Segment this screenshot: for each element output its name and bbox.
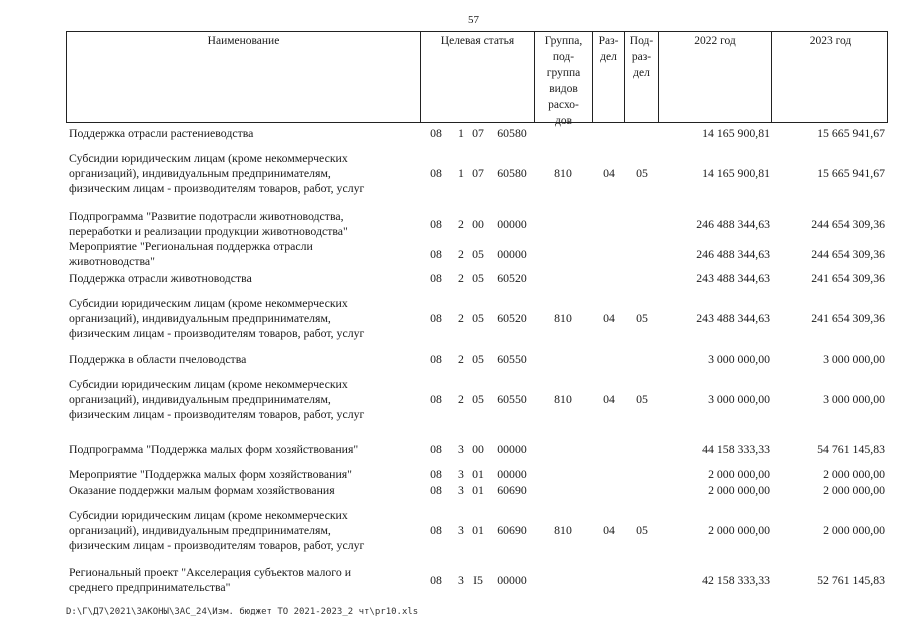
value-2023: 244 654 309,36 (811, 216, 885, 231)
value-2023: 3 000 000,00 (823, 352, 885, 366)
row-name-line: организаций), индивидуальным предпринимателям, (69, 166, 331, 180)
target-code-1: 08 (430, 572, 442, 587)
row-name (69, 352, 409, 367)
file-path-footer: D:\Г\Д7\2021\ЗАКОНЫ\ЗАС_24\Изм. бюджет ТО 2021-2023_2 чт\pr10.xls (66, 607, 419, 617)
target-code-1: 08 (430, 352, 442, 366)
target-code-4: 60580 (497, 126, 527, 140)
table-header (66, 31, 888, 127)
table-row (66, 565, 888, 595)
header-target: Целевая статья (420, 32, 534, 122)
target-code-1: 08 (430, 392, 442, 406)
target-code-4: 00000 (497, 442, 527, 456)
target-code-1: 08 (430, 467, 442, 481)
table-row (66, 467, 888, 482)
value-2023: 2 000 000,00 (823, 523, 885, 537)
target-code-1: 08 (430, 126, 442, 140)
target-code-4: 60690 (497, 523, 527, 537)
target-code-3: 05 (472, 311, 484, 325)
value-2022: 14 165 900,81 (702, 166, 770, 180)
target-code-2: 3 (458, 483, 464, 497)
row-name-line: животноводства" (69, 254, 155, 268)
page-number: 57 (468, 14, 479, 26)
target-code-3: 01 (472, 523, 484, 537)
table-row (66, 508, 888, 553)
row-name-line: организаций), индивидуальным предпринимателям, (69, 311, 331, 325)
target-code-2: 2 (458, 216, 464, 231)
value-2022: 246 488 344,63 (696, 216, 770, 231)
target-code-3: 07 (472, 126, 484, 140)
value-2022: 2 000 000,00 (708, 523, 770, 537)
section-code: 04 (603, 166, 615, 180)
target-code-4: 60550 (497, 352, 527, 366)
subsection-code: 05 (636, 392, 648, 406)
target-code-2: 1 (458, 126, 464, 140)
header-group: Группа, под- группа видов расхо- дов (534, 32, 592, 122)
value-2022: 3 000 000,00 (708, 392, 770, 406)
target-code-4: 00000 (497, 216, 527, 231)
target-code-3: 07 (472, 166, 484, 180)
row-name-line: физическим лицам - производителям товаров, работ, услуг (69, 538, 365, 552)
row-name-line: Поддержка отрасли животноводства (69, 271, 252, 285)
row-name (69, 377, 409, 422)
target-code-1: 08 (430, 216, 442, 231)
table-row (66, 296, 888, 341)
target-code-1: 08 (430, 483, 442, 497)
table-row (66, 442, 888, 457)
table-row (66, 126, 888, 141)
subsection-code: 05 (636, 523, 648, 537)
target-code-3: 05 (472, 392, 484, 406)
row-name (69, 483, 409, 498)
table-row (66, 209, 888, 239)
target-code-2: 2 (458, 246, 464, 261)
table-row (66, 377, 888, 422)
section-code: 04 (603, 311, 615, 325)
subsection-code: 05 (636, 166, 648, 180)
row-name-line: Субсидии юридическим лицам (кроме некоммерческих (69, 377, 348, 391)
row-name-line: физическим лицам - производителям товаров, работ, услуг (69, 326, 365, 340)
table-row (66, 151, 888, 196)
row-name (69, 209, 409, 239)
target-code-4: 60550 (497, 392, 527, 406)
value-2023: 241 654 309,36 (811, 311, 885, 325)
value-2022: 2 000 000,00 (708, 467, 770, 481)
row-name-line: физическим лицам - производителям товаров, работ, услуг (69, 181, 365, 195)
row-name-line: Субсидии юридическим лицам (кроме некоммерческих (69, 151, 348, 165)
target-code-1: 08 (430, 311, 442, 325)
target-code-1: 08 (430, 271, 442, 285)
section-code: 04 (603, 392, 615, 406)
value-2022: 2 000 000,00 (708, 483, 770, 497)
target-code-4: 60520 (497, 271, 527, 285)
group-code: 810 (554, 166, 572, 180)
value-2022: 246 488 344,63 (696, 246, 770, 261)
table-row (66, 271, 888, 286)
target-code-4: 00000 (497, 572, 527, 587)
row-name (69, 239, 409, 269)
target-code-2: 3 (458, 467, 464, 481)
value-2023: 15 665 941,67 (817, 126, 885, 140)
row-name (69, 467, 409, 482)
row-name-line: Подпрограмма "Поддержка малых форм хозяйствования" (69, 442, 359, 456)
row-name (69, 151, 409, 196)
target-code-2: 3 (458, 523, 464, 537)
row-name (69, 442, 409, 457)
header-name: Наименование (207, 35, 280, 47)
row-name-line: Поддержка в области пчеловодства (69, 352, 247, 366)
value-2022: 44 158 333,33 (702, 442, 770, 456)
row-name-line: Оказание поддержки малым формам хозяйствования (69, 483, 335, 497)
row-name-line: Подпрограмма "Развитие подотрасли животноводства, (69, 209, 344, 223)
target-code-3: 05 (472, 352, 484, 366)
value-2022: 3 000 000,00 (708, 352, 770, 366)
target-code-2: 1 (458, 166, 464, 180)
value-2023: 2 000 000,00 (823, 483, 885, 497)
target-code-3: 00 (472, 216, 484, 231)
value-2023: 3 000 000,00 (823, 392, 885, 406)
target-code-1: 08 (430, 166, 442, 180)
row-name-line: Мероприятие "Региональная поддержка отрасли (69, 239, 313, 253)
row-name-line: организаций), индивидуальным предпринимателям, (69, 392, 331, 406)
row-name-line: Поддержка отрасли растениеводства (69, 126, 254, 140)
target-code-3: I5 (473, 572, 483, 587)
table-row (66, 352, 888, 367)
target-code-2: 2 (458, 311, 464, 325)
target-code-4: 60520 (497, 311, 527, 325)
target-code-4: 60690 (497, 483, 527, 497)
target-code-3: 01 (472, 483, 484, 497)
value-2022: 243 488 344,63 (696, 271, 770, 285)
value-2022: 14 165 900,81 (702, 126, 770, 140)
header-2022: 2022 год (658, 32, 771, 122)
target-code-3: 05 (472, 271, 484, 285)
group-code: 810 (554, 523, 572, 537)
target-code-4: 60580 (497, 166, 527, 180)
target-code-2: 2 (458, 392, 464, 406)
target-code-2: 2 (458, 271, 464, 285)
row-name (69, 508, 409, 553)
subsection-code: 05 (636, 311, 648, 325)
target-code-1: 08 (430, 246, 442, 261)
value-2023: 2 000 000,00 (823, 467, 885, 481)
row-name-line: среднего предпринимательства" (69, 580, 231, 594)
table-row (66, 239, 888, 269)
target-code-2: 2 (458, 352, 464, 366)
value-2022: 243 488 344,63 (696, 311, 770, 325)
row-name (69, 126, 409, 141)
header-2023: 2023 год (771, 32, 889, 122)
target-code-1: 08 (430, 442, 442, 456)
header-subsection: Под- раз- дел (624, 32, 658, 122)
target-code-2: 3 (458, 442, 464, 456)
row-name (69, 565, 409, 595)
target-code-1: 08 (430, 523, 442, 537)
section-code: 04 (603, 523, 615, 537)
value-2023: 244 654 309,36 (811, 246, 885, 261)
row-name-line: Субсидии юридическим лицам (кроме некоммерческих (69, 508, 348, 522)
group-code: 810 (554, 392, 572, 406)
value-2022: 42 158 333,33 (702, 572, 770, 587)
group-code: 810 (554, 311, 572, 325)
target-code-3: 01 (472, 467, 484, 481)
value-2023: 52 761 145,83 (817, 572, 885, 587)
value-2023: 241 654 309,36 (811, 271, 885, 285)
row-name (69, 271, 409, 286)
row-name-line: физическим лицам - производителям товаров, работ, услуг (69, 407, 365, 421)
row-name-line: Субсидии юридическим лицам (кроме некоммерческих (69, 296, 348, 310)
row-name-line: Региональный проект "Акселерация субъектов малого и (69, 565, 352, 579)
row-name-line: организаций), индивидуальным предпринимателям, (69, 523, 331, 537)
row-name-line: Мероприятие "Поддержка малых форм хозяйствования" (69, 467, 352, 481)
target-code-2: 3 (458, 572, 464, 587)
target-code-4: 00000 (497, 467, 527, 481)
value-2023: 54 761 145,83 (817, 442, 885, 456)
target-code-4: 00000 (497, 246, 527, 261)
target-code-3: 00 (472, 442, 484, 456)
row-name-line: переработки и реализации продукции животноводства" (69, 224, 348, 238)
row-name (69, 296, 409, 341)
table-row (66, 483, 888, 498)
header-section: Раз- дел (592, 32, 624, 122)
target-code-3: 05 (472, 246, 484, 261)
value-2023: 15 665 941,67 (817, 166, 885, 180)
